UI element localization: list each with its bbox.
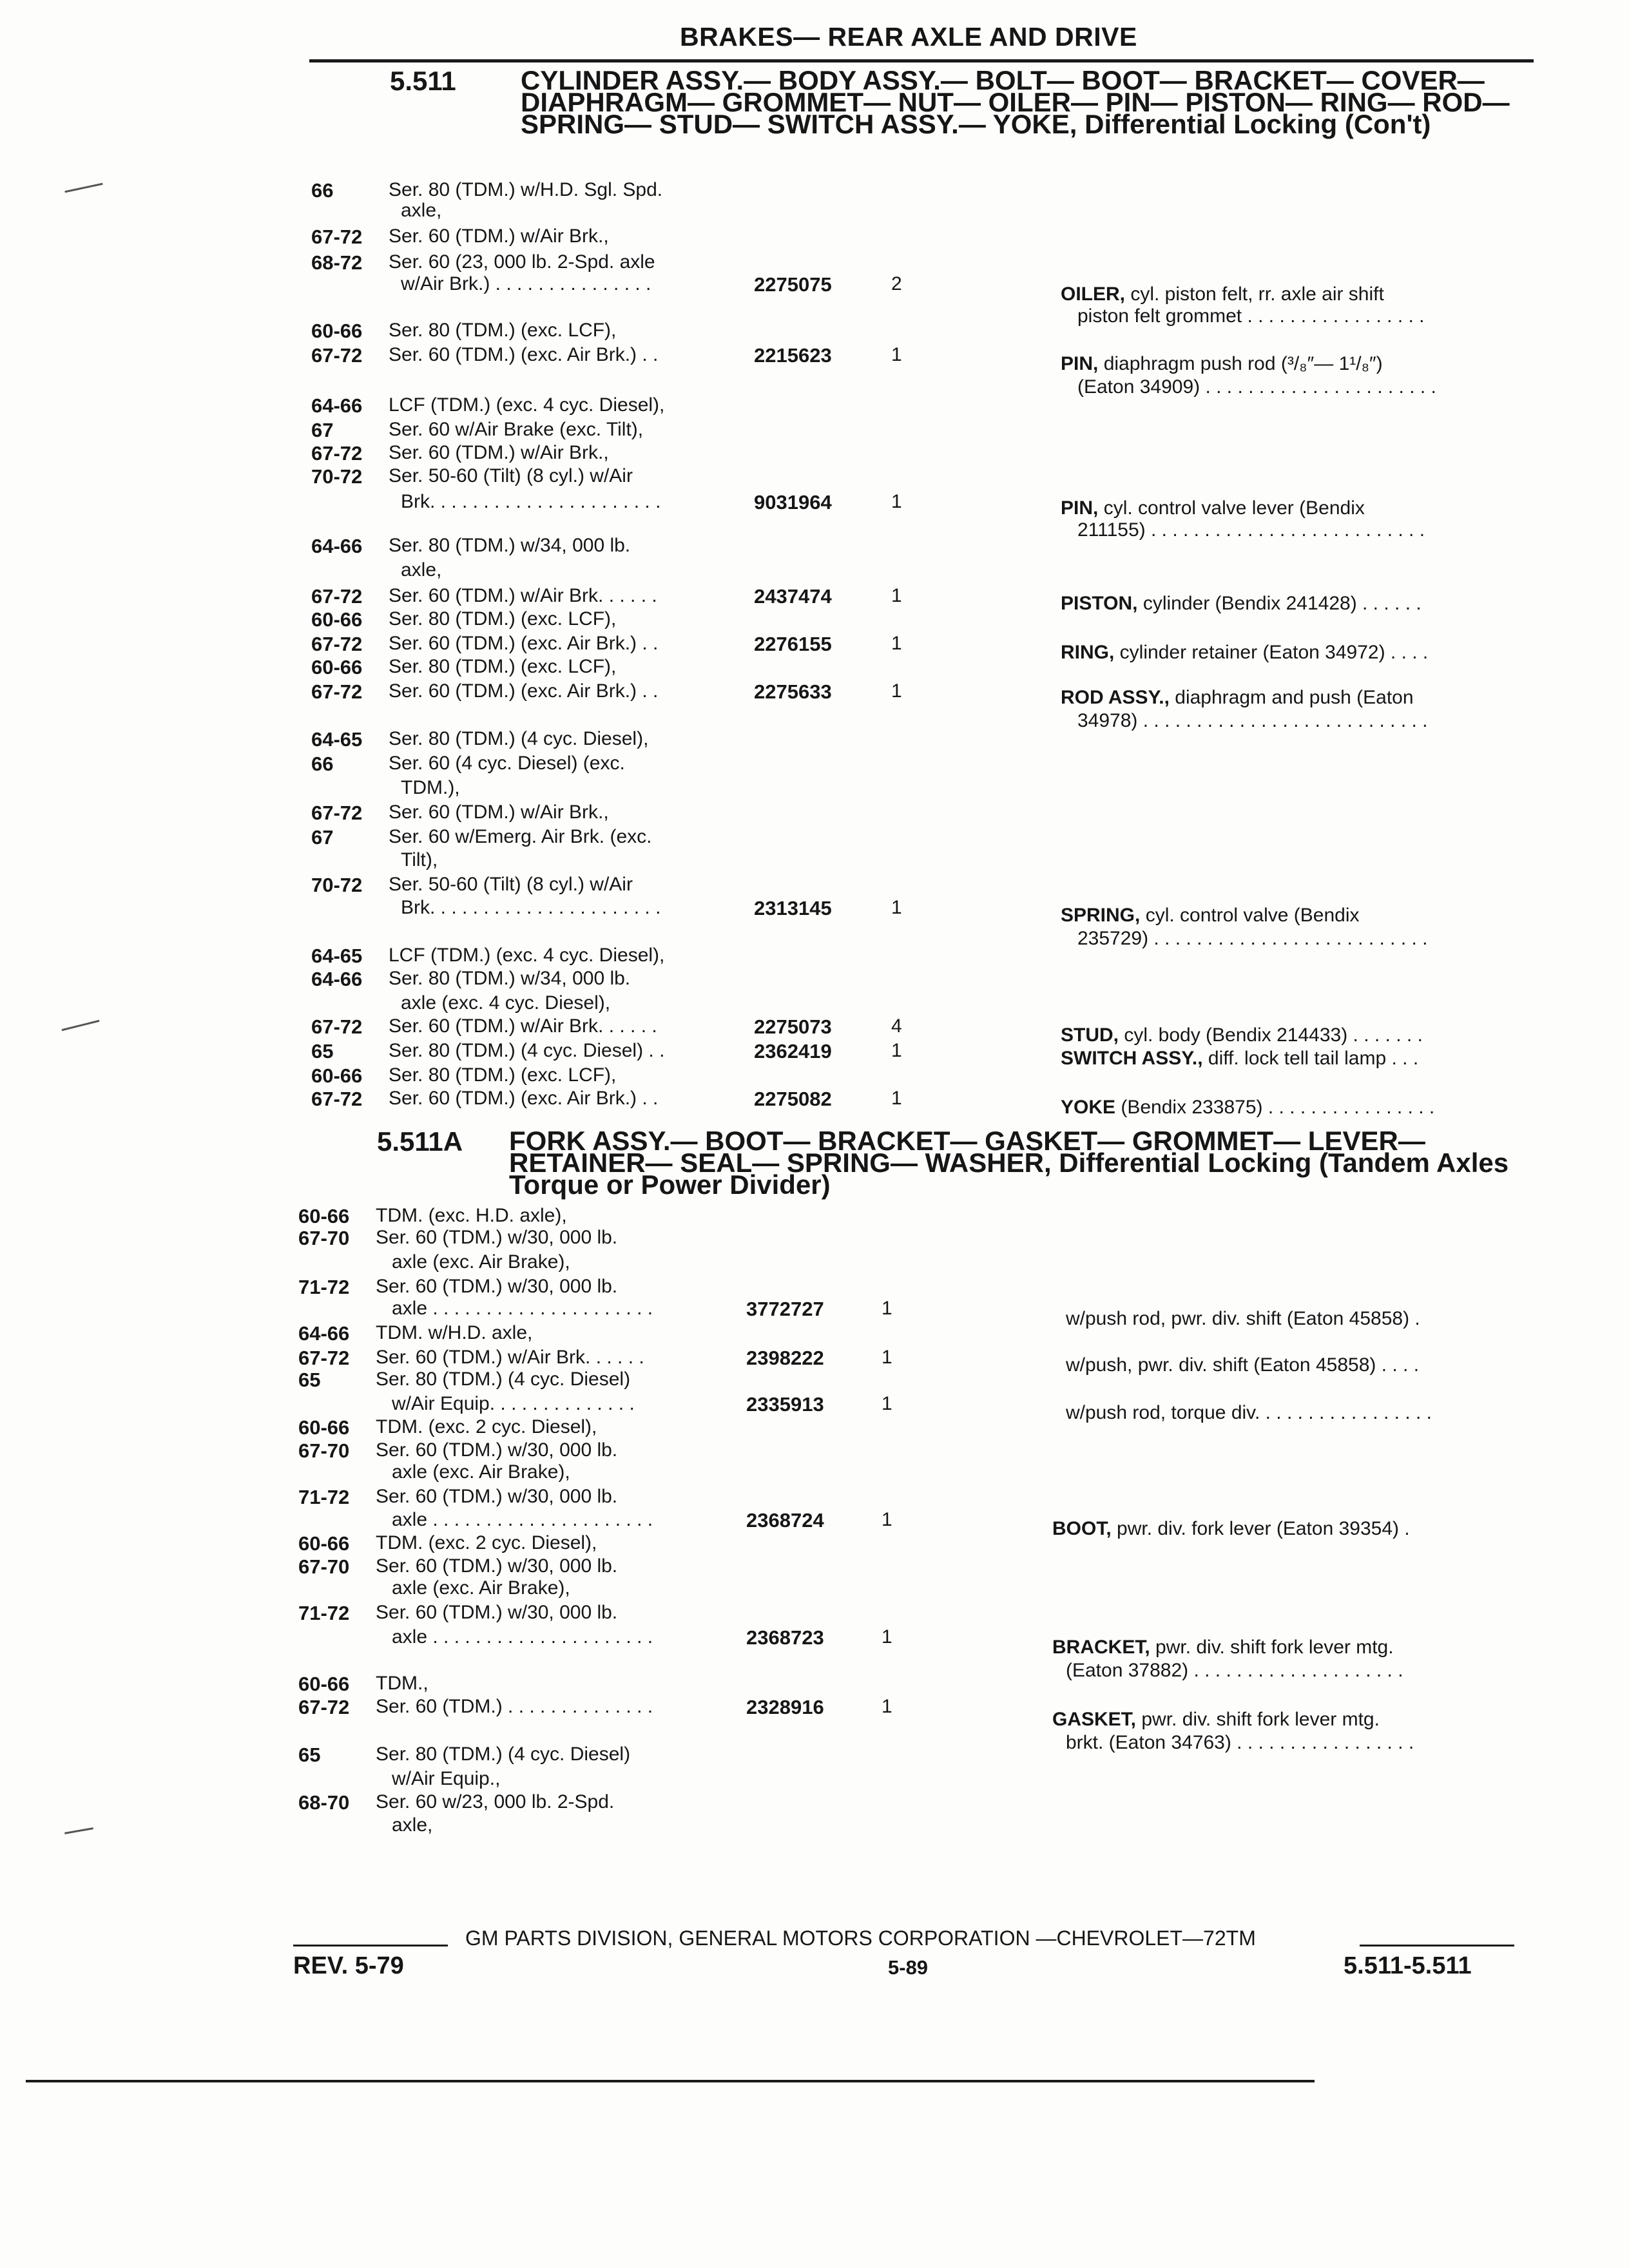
header-rule xyxy=(309,59,1534,62)
section-title: FORK ASSY.— BOOT— BRACKET— GASKET— GROMMET— LEVER— RETAINER— SEAL— SPRING— WASHER, Differential Locking (Tandem Axles Torque or Power Divider) xyxy=(509,1126,1509,1200)
part-number: 2437474 xyxy=(754,585,832,608)
part-quantity: 1 xyxy=(882,1393,892,1414)
part-description xyxy=(1077,928,1428,950)
description-text: cyl. piston felt, rr. axle air shift xyxy=(1125,284,1384,305)
part-quantity: 1 xyxy=(891,1088,902,1109)
description-text: 34978) . . . . . . . . . . . . . . . . . . . . . . . . . . . xyxy=(1077,710,1428,731)
part-number: 2362419 xyxy=(754,1040,832,1062)
part-description xyxy=(1066,1732,1414,1754)
description-text: (Bendix 233875) . . . . . . . . . . . . . . . . xyxy=(1115,1097,1435,1118)
footer-rule-right xyxy=(1360,1945,1514,1946)
model-year: 64-66 xyxy=(298,1322,350,1345)
model-year: 60-66 xyxy=(298,1673,350,1695)
application-text: Ser. 80 (TDM.) (exc. LCF), xyxy=(389,1064,617,1086)
part-description xyxy=(1052,1637,1394,1658)
description-text: pwr. div. fork lever (Eaton 39354) . xyxy=(1111,1518,1410,1539)
description-text: w/push rod, pwr. div. shift (Eaton 45858) . xyxy=(1066,1308,1420,1329)
part-description xyxy=(1077,376,1436,398)
part-name: PIN, xyxy=(1061,353,1099,374)
part-number: 2313145 xyxy=(754,897,832,919)
model-year: 60-66 xyxy=(311,1064,363,1087)
part-number: 2398222 xyxy=(746,1347,824,1369)
description-text: brkt. (Eaton 34763) . . . . . . . . . . . . . . . . . xyxy=(1066,1732,1414,1753)
section-number: 5.511A xyxy=(377,1126,463,1157)
application-text: Ser. 80 (TDM.) (4 cyc. Diesel), xyxy=(389,728,649,749)
description-text: cyl. body (Bendix 214433) . . . . . . . xyxy=(1119,1024,1423,1046)
description-text: piston felt grommet . . . . . . . . . . . . . . . . . xyxy=(1077,305,1425,327)
application-text: Ser. 60 w/Air Brake (exc. Tilt), xyxy=(389,419,644,440)
model-year: 67-72 xyxy=(311,226,363,248)
application-text: Ser. 60 (TDM.) w/Air Brk. . . . . . xyxy=(389,585,657,606)
application-text: Ser. 60 (TDM.) w/30, 000 lb. xyxy=(376,1555,618,1577)
application-text: Ser. 60 (TDM.) w/30, 000 lb. xyxy=(376,1486,618,1507)
part-number: 2275075 xyxy=(754,273,832,296)
application-text: Ser. 50-60 (Tilt) (8 cyl.) w/Air xyxy=(389,465,633,486)
part-number: 2276155 xyxy=(754,633,832,655)
model-year: 65 xyxy=(298,1369,321,1391)
application-text: w/Air Equip., xyxy=(392,1768,501,1789)
application-text: axle (exc. Air Brake), xyxy=(392,1577,570,1599)
model-year: 67-70 xyxy=(298,1439,350,1462)
model-year: 71-72 xyxy=(298,1602,350,1624)
part-description xyxy=(1061,642,1428,664)
part-description xyxy=(1077,519,1425,541)
description-text: diaphragm push rod (³/₈″— 1¹/₈″) xyxy=(1098,353,1383,374)
application-text: TDM. (exc. 2 cyc. Diesel), xyxy=(376,1416,597,1437)
part-name: SWITCH ASSY., xyxy=(1061,1048,1203,1069)
application-text: Ser. 60 (TDM.) w/30, 000 lb. xyxy=(376,1602,618,1623)
application-text: Ser. 60 w/23, 000 lb. 2-Spd. xyxy=(376,1791,615,1812)
part-quantity: 1 xyxy=(891,585,902,606)
part-quantity: 1 xyxy=(891,680,902,702)
section-number: 5.511 xyxy=(390,66,456,96)
model-year: 70-72 xyxy=(311,465,363,488)
part-description xyxy=(1061,905,1360,927)
model-year: 71-72 xyxy=(298,1276,350,1298)
footer-page-number: 5-89 xyxy=(888,1956,929,1979)
application-text: Ser. 80 (TDM.) (exc. LCF), xyxy=(389,656,617,677)
application-text: Ser. 60 (TDM.) w/30, 000 lb. xyxy=(376,1276,618,1297)
description-text: cyl. control valve lever (Bendix xyxy=(1098,497,1365,519)
part-quantity: 1 xyxy=(882,1298,892,1319)
part-number: 2215623 xyxy=(754,344,832,367)
description-text: cylinder (Bendix 241428) . . . . . . xyxy=(1137,593,1422,614)
application-text: axle (exc. Air Brake), xyxy=(392,1251,570,1273)
part-number: 2275082 xyxy=(754,1088,832,1110)
footer-section-range: 5.511-5.511 xyxy=(1344,1952,1472,1979)
description-text: (Eaton 37882) . . . . . . . . . . . . . . . . . . . . xyxy=(1066,1660,1403,1681)
application-text: TDM. w/H.D. axle, xyxy=(376,1322,533,1343)
part-name: GASKET, xyxy=(1052,1709,1137,1730)
application-text: axle . . . . . . . . . . . . . . . . . . . . . xyxy=(392,1298,653,1319)
model-year: 60-66 xyxy=(311,656,363,678)
application-text: Ser. 80 (TDM.) w/34, 000 lb. xyxy=(389,535,631,556)
application-text: Ser. 60 (TDM.) w/Air Brk., xyxy=(389,226,609,247)
model-year: 67-72 xyxy=(311,344,363,367)
application-text: LCF (TDM.) (exc. 4 cyc. Diesel), xyxy=(389,945,665,966)
part-number: 3772727 xyxy=(746,1298,824,1320)
description-text: pwr. div. shift fork lever mtg. xyxy=(1150,1637,1394,1658)
scan-mark xyxy=(64,1827,93,1834)
part-description xyxy=(1061,687,1414,709)
application-text: Ser. 80 (TDM.) (4 cyc. Diesel) xyxy=(376,1369,631,1390)
part-description xyxy=(1052,1709,1380,1731)
part-name: STUD, xyxy=(1061,1024,1119,1046)
part-number: 2275073 xyxy=(754,1015,832,1038)
application-text: Ser. 60 (TDM.) (exc. Air Brk.) . . xyxy=(389,680,659,702)
application-text: Ser. 80 (TDM.) w/H.D. Sgl. Spd. xyxy=(389,179,663,200)
model-year: 68-72 xyxy=(311,251,363,274)
description-text: w/push rod, torque div. . . . . . . . . . . . . . . . . xyxy=(1066,1402,1432,1423)
model-year: 64-66 xyxy=(311,968,363,990)
model-year: 67-72 xyxy=(311,1015,363,1038)
application-text: Ser. 60 (TDM.) w/30, 000 lb. xyxy=(376,1439,618,1461)
model-year: 66 xyxy=(311,179,334,202)
part-name: BOOT, xyxy=(1052,1518,1112,1539)
application-text: Ser. 60 (TDM.) w/Air Brk., xyxy=(389,802,609,823)
part-quantity: 1 xyxy=(882,1696,892,1717)
description-text: (Eaton 34909) . . . . . . . . . . . . . . . . . . . . . . xyxy=(1077,376,1436,398)
model-year: 60-66 xyxy=(311,608,363,631)
model-year: 67-72 xyxy=(311,680,363,703)
model-year: 64-65 xyxy=(311,728,363,751)
description-text: diaphragm and push (Eaton xyxy=(1169,687,1414,708)
part-description xyxy=(1061,1097,1434,1119)
part-quantity: 1 xyxy=(891,1040,902,1061)
application-text: axle, xyxy=(401,559,442,581)
application-text: Ser. 60 (TDM.) (exc. Air Brk.) . . xyxy=(389,633,659,654)
part-number: 2328916 xyxy=(746,1696,824,1718)
model-year: 67-72 xyxy=(298,1347,350,1369)
application-text: Ser. 80 (TDM.) w/34, 000 lb. xyxy=(389,968,631,989)
application-text: Ser. 60 (4 cyc. Diesel) (exc. xyxy=(389,753,625,774)
part-quantity: 1 xyxy=(891,897,902,918)
application-text: Ser. 60 (23, 000 lb. 2-Spd. axle xyxy=(389,251,655,273)
part-number: 2368723 xyxy=(746,1626,824,1649)
model-year: 67-72 xyxy=(311,1088,363,1110)
part-description xyxy=(1066,1660,1403,1682)
application-text: Ser. 60 (TDM.) (exc. Air Brk.) . . xyxy=(389,344,659,365)
part-number: 2368724 xyxy=(746,1509,824,1532)
model-year: 68-70 xyxy=(298,1791,350,1814)
part-description xyxy=(1052,1518,1410,1540)
model-year: 65 xyxy=(311,1040,334,1062)
application-text: TDM. (exc. 2 cyc. Diesel), xyxy=(376,1532,597,1553)
part-quantity: 1 xyxy=(882,1347,892,1368)
model-year: 60-66 xyxy=(298,1205,350,1227)
application-text: Ser. 80 (TDM.) (4 cyc. Diesel) . . xyxy=(389,1040,665,1061)
part-number: 9031964 xyxy=(754,491,832,514)
model-year: 70-72 xyxy=(311,874,363,896)
part-description xyxy=(1061,497,1365,519)
part-name: OILER, xyxy=(1061,284,1126,305)
part-name: PIN, xyxy=(1061,497,1099,519)
part-quantity: 1 xyxy=(891,633,902,654)
footer-rule-left xyxy=(293,1945,448,1946)
application-text: axle, xyxy=(392,1814,433,1836)
model-year: 64-65 xyxy=(311,945,363,967)
part-quantity: 2 xyxy=(891,273,902,294)
description-text: cylinder retainer (Eaton 34972) . . . . xyxy=(1114,642,1429,663)
application-text: Ser. 80 (TDM.) (exc. LCF), xyxy=(389,320,617,341)
application-text: Brk. . . . . . . . . . . . . . . . . . . . . . xyxy=(401,897,661,918)
model-year: 67-72 xyxy=(311,585,363,608)
description-text: pwr. div. shift fork lever mtg. xyxy=(1136,1709,1380,1730)
part-description xyxy=(1077,710,1428,732)
part-quantity: 1 xyxy=(891,344,902,365)
application-text: axle (exc. 4 cyc. Diesel), xyxy=(401,992,611,1014)
application-text: axle . . . . . . . . . . . . . . . . . . . . . xyxy=(392,1509,653,1530)
part-description xyxy=(1061,1048,1418,1070)
application-text: LCF (TDM.) (exc. 4 cyc. Diesel), xyxy=(389,394,665,416)
footer-revision: REV. 5-79 xyxy=(293,1952,404,1979)
page-title: BRAKES— REAR AXLE AND DRIVE xyxy=(680,22,1137,52)
page-bottom-rule xyxy=(26,2080,1315,2082)
part-number: 2275633 xyxy=(754,680,832,703)
model-year: 67-72 xyxy=(311,802,363,824)
description-text: 235729) . . . . . . . . . . . . . . . . . . . . . . . . . . xyxy=(1077,928,1428,949)
model-year: 67-72 xyxy=(311,442,363,465)
part-description xyxy=(1077,305,1425,327)
application-text: Brk. . . . . . . . . . . . . . . . . . . . . . xyxy=(401,491,661,512)
application-text: axle (exc. Air Brake), xyxy=(392,1461,570,1483)
model-year: 71-72 xyxy=(298,1486,350,1508)
application-text: Ser. 60 (TDM.) . . . . . . . . . . . . . . xyxy=(376,1696,653,1717)
scan-mark xyxy=(62,1020,100,1031)
part-name: RING, xyxy=(1061,642,1115,663)
application-text: axle . . . . . . . . . . . . . . . . . . . . . xyxy=(392,1626,653,1648)
scan-mark xyxy=(64,183,102,193)
part-description xyxy=(1061,1024,1423,1046)
model-year: 67 xyxy=(311,419,334,441)
application-text: TDM.), xyxy=(401,777,460,798)
application-text: w/Air Brk.) . . . . . . . . . . . . . . . xyxy=(401,273,651,294)
application-text: Ser. 60 (TDM.) (exc. Air Brk.) . . xyxy=(389,1088,659,1109)
application-text: Ser. 60 (TDM.) w/Air Brk. . . . . . xyxy=(389,1015,657,1037)
description-text: diff. lock tell tail lamp . . . xyxy=(1202,1048,1419,1069)
model-year: 64-66 xyxy=(311,394,363,417)
part-quantity: 1 xyxy=(891,491,902,512)
part-quantity: 4 xyxy=(891,1015,902,1037)
description-text: w/push, pwr. div. shift (Eaton 45858) . . . . xyxy=(1066,1354,1420,1376)
application-text: w/Air Equip. . . . . . . . . . . . . . xyxy=(392,1393,635,1414)
part-quantity: 1 xyxy=(882,1626,892,1648)
model-year: 64-66 xyxy=(311,535,363,557)
description-text: 211155) . . . . . . . . . . . . . . . . . . . . . . . . . . xyxy=(1077,519,1425,541)
part-description xyxy=(1061,593,1422,615)
part-quantity: 1 xyxy=(882,1509,892,1530)
application-text: Ser. 80 (TDM.) (4 cyc. Diesel) xyxy=(376,1744,631,1765)
application-text: Tilt), xyxy=(401,849,438,870)
part-description xyxy=(1066,1402,1432,1424)
application-text: Ser. 60 w/Emerg. Air Brk. (exc. xyxy=(389,826,652,847)
part-name: PISTON, xyxy=(1061,593,1138,614)
application-text: axle, xyxy=(401,200,442,221)
application-text: TDM., xyxy=(376,1673,429,1694)
model-year: 66 xyxy=(311,753,334,775)
part-description xyxy=(1061,353,1383,375)
model-year: 60-66 xyxy=(298,1416,350,1439)
model-year: 67-72 xyxy=(298,1696,350,1718)
footer-corporation: GM PARTS DIVISION, GENERAL MOTORS CORPORATION —CHEVROLET—72TM xyxy=(465,1927,1256,1950)
model-year: 67-70 xyxy=(298,1555,350,1578)
model-year: 65 xyxy=(298,1744,321,1766)
application-text: Ser. 60 (TDM.) w/Air Brk., xyxy=(389,442,609,463)
part-name: SPRING, xyxy=(1061,905,1141,926)
application-text: Ser. 60 (TDM.) w/Air Brk. . . . . . xyxy=(376,1347,644,1368)
part-description xyxy=(1066,1354,1419,1376)
application-text: TDM. (exc. H.D. axle), xyxy=(376,1205,567,1226)
model-year: 60-66 xyxy=(298,1532,350,1555)
description-text: cyl. control valve (Bendix xyxy=(1140,905,1360,926)
section-title: CYLINDER ASSY.— BODY ASSY.— BOLT— BOOT— BRACKET— COVER— DIAPHRAGM— GROMMET— NUT— OILER— PIN— PISTON— RING— ROD— SPRING— STUD— SWITCH ASSY.— YOKE, Differential Locking (Con't) xyxy=(521,65,1510,139)
application-text: Ser. 80 (TDM.) (exc. LCF), xyxy=(389,608,617,629)
application-text: Ser. 60 (TDM.) w/30, 000 lb. xyxy=(376,1227,618,1248)
model-year: 67 xyxy=(311,826,334,849)
part-number: 2335913 xyxy=(746,1393,824,1416)
model-year: 60-66 xyxy=(311,320,363,342)
part-name: BRACKET, xyxy=(1052,1637,1150,1658)
part-description xyxy=(1061,284,1384,305)
application-text: Ser. 50-60 (Tilt) (8 cyl.) w/Air xyxy=(389,874,633,895)
model-year: 67-72 xyxy=(311,633,363,655)
part-name: YOKE xyxy=(1061,1097,1116,1118)
part-description xyxy=(1066,1308,1420,1330)
part-name: ROD ASSY., xyxy=(1061,687,1170,708)
model-year: 67-70 xyxy=(298,1227,350,1249)
